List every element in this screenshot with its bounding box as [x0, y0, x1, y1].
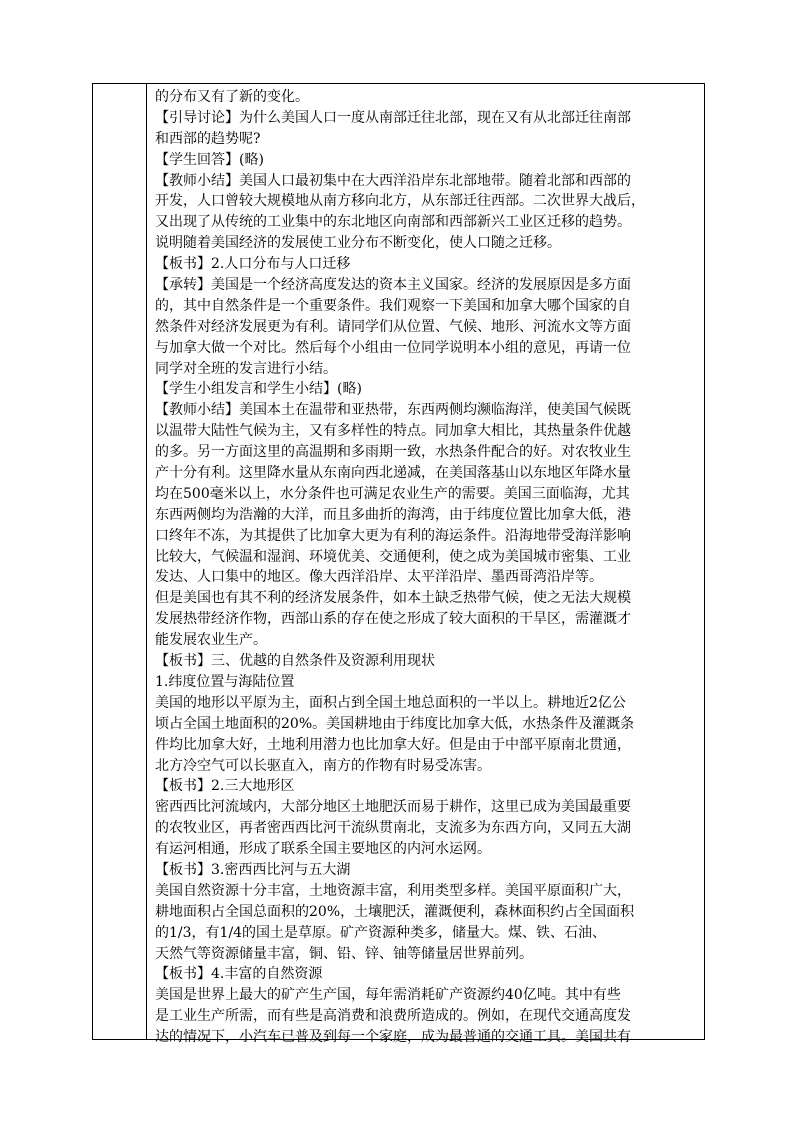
text-line: 的分布又有了新的变化。 — [155, 89, 309, 105]
text-line: 是工业生产所需，而有些是高消费和浪费所造成的。例如，在现代交通高度发 — [155, 1008, 631, 1025]
text-line: 【引导讨论】为什么美国人口一度从南部迁往北部，现在又有从北部迁往南部 — [155, 109, 631, 126]
text-line: 【学生小组发言和学生小结】(略) — [155, 381, 362, 398]
text-line: 同学对全班的发言进行小结。 — [155, 360, 337, 377]
text-line: 耕地面积占全国总面积的20%，土壤肥沃，灌溉便利，森林面积约占全国面积 — [155, 903, 635, 920]
text-line: 1.纬度位置与海陆位置 — [155, 673, 295, 690]
text-line: 有运河相通，形成了联系全国主要地区的内河水运网。 — [155, 841, 491, 858]
text-line: 【板书】三、优越的自然条件及资源利用现状 — [155, 653, 435, 670]
text-line: 的农牧业区，再者密西西比河干流纵贯南北，支流多为东西方向，又同五大湖 — [155, 820, 631, 837]
text-line: 开发，人口曾较大规模地从南方移向北方，从东部迁往西部。二次世界大战后， — [155, 193, 645, 210]
text-line: 以温带大陆性气候为主，又有多样性的特点。同加拿大相比，其热量条件优越 — [155, 423, 631, 440]
text-line: 口终年不冻，为其提供了比加拿大更为有利的海运条件。沿海地带受海洋影响 — [155, 527, 631, 544]
text-line: 美国自然资源十分丰富，土地资源丰富，利用类型多样。美国平原面积广大， — [155, 882, 631, 899]
text-line: 【板书】4.丰富的自然资源 — [155, 966, 323, 983]
text-line: 发展热带经济作物，西部山系的存在使之形成了较大面积的干旱区，需灌溉才 — [155, 611, 631, 628]
text-line: 的，其中自然条件是一个重要条件。我们观察一下美国和加拿大哪个国家的自 — [155, 297, 631, 314]
text-line: 产十分有利。这里降水量从东南向西北递减，在美国落基山以东地区年降水量 — [155, 465, 631, 482]
text-line: 和西部的趋势呢? — [155, 130, 261, 147]
text-line: 的多。另一方面这里的高温期和多雨期一致，水热条件配合的好。对农牧业生 — [155, 444, 631, 461]
lesson-table — [92, 83, 705, 1046]
column-divider — [146, 84, 147, 1039]
text-line: 的1/3，有1/4的国土是草原。矿产资源种类多，储量大。煤、铁、石油、 — [155, 924, 607, 941]
text-line: 又出现了从传统的工业集中的东北地区向南部和西部新兴工业区迁移的趋势。 — [155, 214, 631, 231]
text-line: 能发展农业生产。 — [155, 632, 267, 649]
text-line: 比较大，气候温和湿润、环境优美、交通便利，使之成为美国城市密集、工业 — [155, 548, 631, 565]
text-line: 北方冷空气可以长驱直入，南方的作物有时易受冻害。 — [155, 757, 491, 774]
text-line: 【承转】美国是一个经济高度发达的资本主义国家。经济的发展原因是多方面 — [155, 277, 631, 294]
text-line: 【板书】2.三大地形区 — [155, 778, 295, 795]
text-line: 【教师小结】美国人口最初集中在大西洋沿岸东北部地带。随着北部和西部的 — [155, 172, 631, 189]
text-line: 但是美国也有其不利的经济发展条件，如本土缺乏热带气候，使之无法大规模 — [155, 590, 631, 607]
text-line: 【学生回答】(略) — [155, 151, 264, 168]
lesson-text-cell — [155, 87, 699, 1048]
text-line: 【板书】3.密西西比河与五大湖 — [155, 861, 351, 878]
text-line: 密西西比河流域内，大部分地区土地肥沃而易于耕作，这里已成为美国最重要 — [155, 799, 631, 816]
text-line: 发达、人口集中的地区。像大西洋沿岸、太平洋沿岸、墨西哥湾沿岸等。 — [155, 569, 603, 586]
text-line: 然条件对经济发展更为有利。请同学们从位置、气候、地形、河流水文等方面 — [155, 318, 631, 335]
text-line: 件均比加拿大好，土地利用潜力也比加拿大好。但是由于中部平原南北贯通， — [155, 736, 631, 753]
text-line: 美国的地形以平原为主，面积占到全国土地总面积的一半以上。耕地近2亿公 — [155, 694, 626, 711]
text-line: 天然气等资源储量丰富，铜、铅、锌、铀等储量居世界前列。 — [155, 945, 533, 962]
text-line: 【板书】2.人口分布与人口迁移 — [155, 256, 351, 273]
text-line: 与加拿大做一个对比。然后每个小组由一位同学说明本小组的意见，再请一位 — [155, 339, 631, 356]
text-line: 东西两侧均为浩瀚的大洋，而且多曲折的海湾，由于纬度位置比加拿大低，港 — [155, 506, 631, 523]
text-line: 【教师小结】美国本土在温带和亚热带，东西两侧均濒临海洋，使美国气候既 — [155, 402, 631, 419]
text-line: 顷占全国土地面积的20%。美国耕地由于纬度比加拿大低，水热条件及灌溉条 — [155, 715, 635, 732]
text-line: 美国是世界上最大的矿产生产国，每年需消耗矿产资源约40亿吨。其中有些 — [155, 987, 621, 1004]
text-line: 达的情况下，小汽车已普及到每一个家庭，成为最普通的交通工具。美国共有 — [155, 1029, 631, 1046]
text-line: 说明随着美国经济的发展使工业分布不断变化，使人口随之迁移。 — [155, 235, 561, 252]
text-line: 均在500毫米以上，水分条件也可满足农业生产的需要。美国三面临海，尤其 — [155, 485, 630, 502]
